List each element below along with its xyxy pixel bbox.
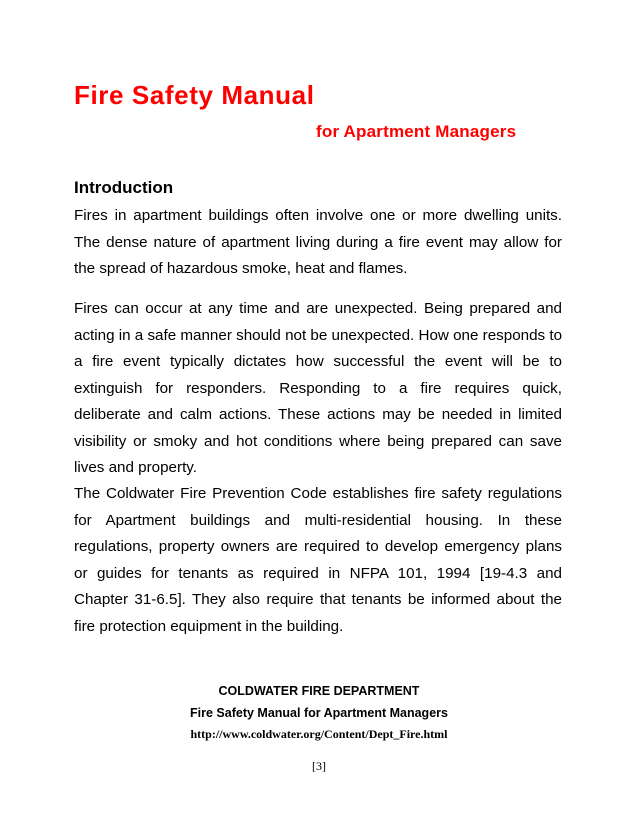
footer-department: COLDWATER FIRE DEPARTMENT (218, 684, 420, 698)
footer-url: http://www.coldwater.org/Content/Dept_Fire.html (190, 727, 448, 741)
document-title: Fire Safety Manual (74, 80, 315, 110)
body-paragraph: The Coldwater Fire Prevention Code establishes fire safety regulations for Apartment buildings and multi-residential housing. In these regulations, property owners are required to develop emergency plans or guides for tenants as required in NFPA 101, 1994 [19-4.3 and Chapter 31-6.5]. They also require that tenants be informed about the fire protection equipment in the building. (74, 485, 562, 635)
section-heading: Introduction (74, 178, 174, 197)
document-subtitle: for Apartment Managers (316, 122, 517, 141)
page-number: [3] (312, 759, 326, 773)
footer-manual-title: Fire Safety Manual for Apartment Managers (190, 706, 448, 720)
body-paragraph: Fires can occur at any time and are unexpected. Being prepared and acting in a safe manner should not be unexpected. How one responds to a fire event typically dictates how successful the event will be to extinguish for responders. Responding to a fire requires quick, deliberate and calm actions. These actions may be needed in limited visibility or smoky and hot conditions where being prepared can save lives and property. (74, 300, 563, 476)
body-paragraph: Fires in apartment buildings often involve one or more dwelling units. The dense nature of apartment living during a fire event may allow for the spread of hazardous smoke, heat and flames. (74, 207, 562, 277)
